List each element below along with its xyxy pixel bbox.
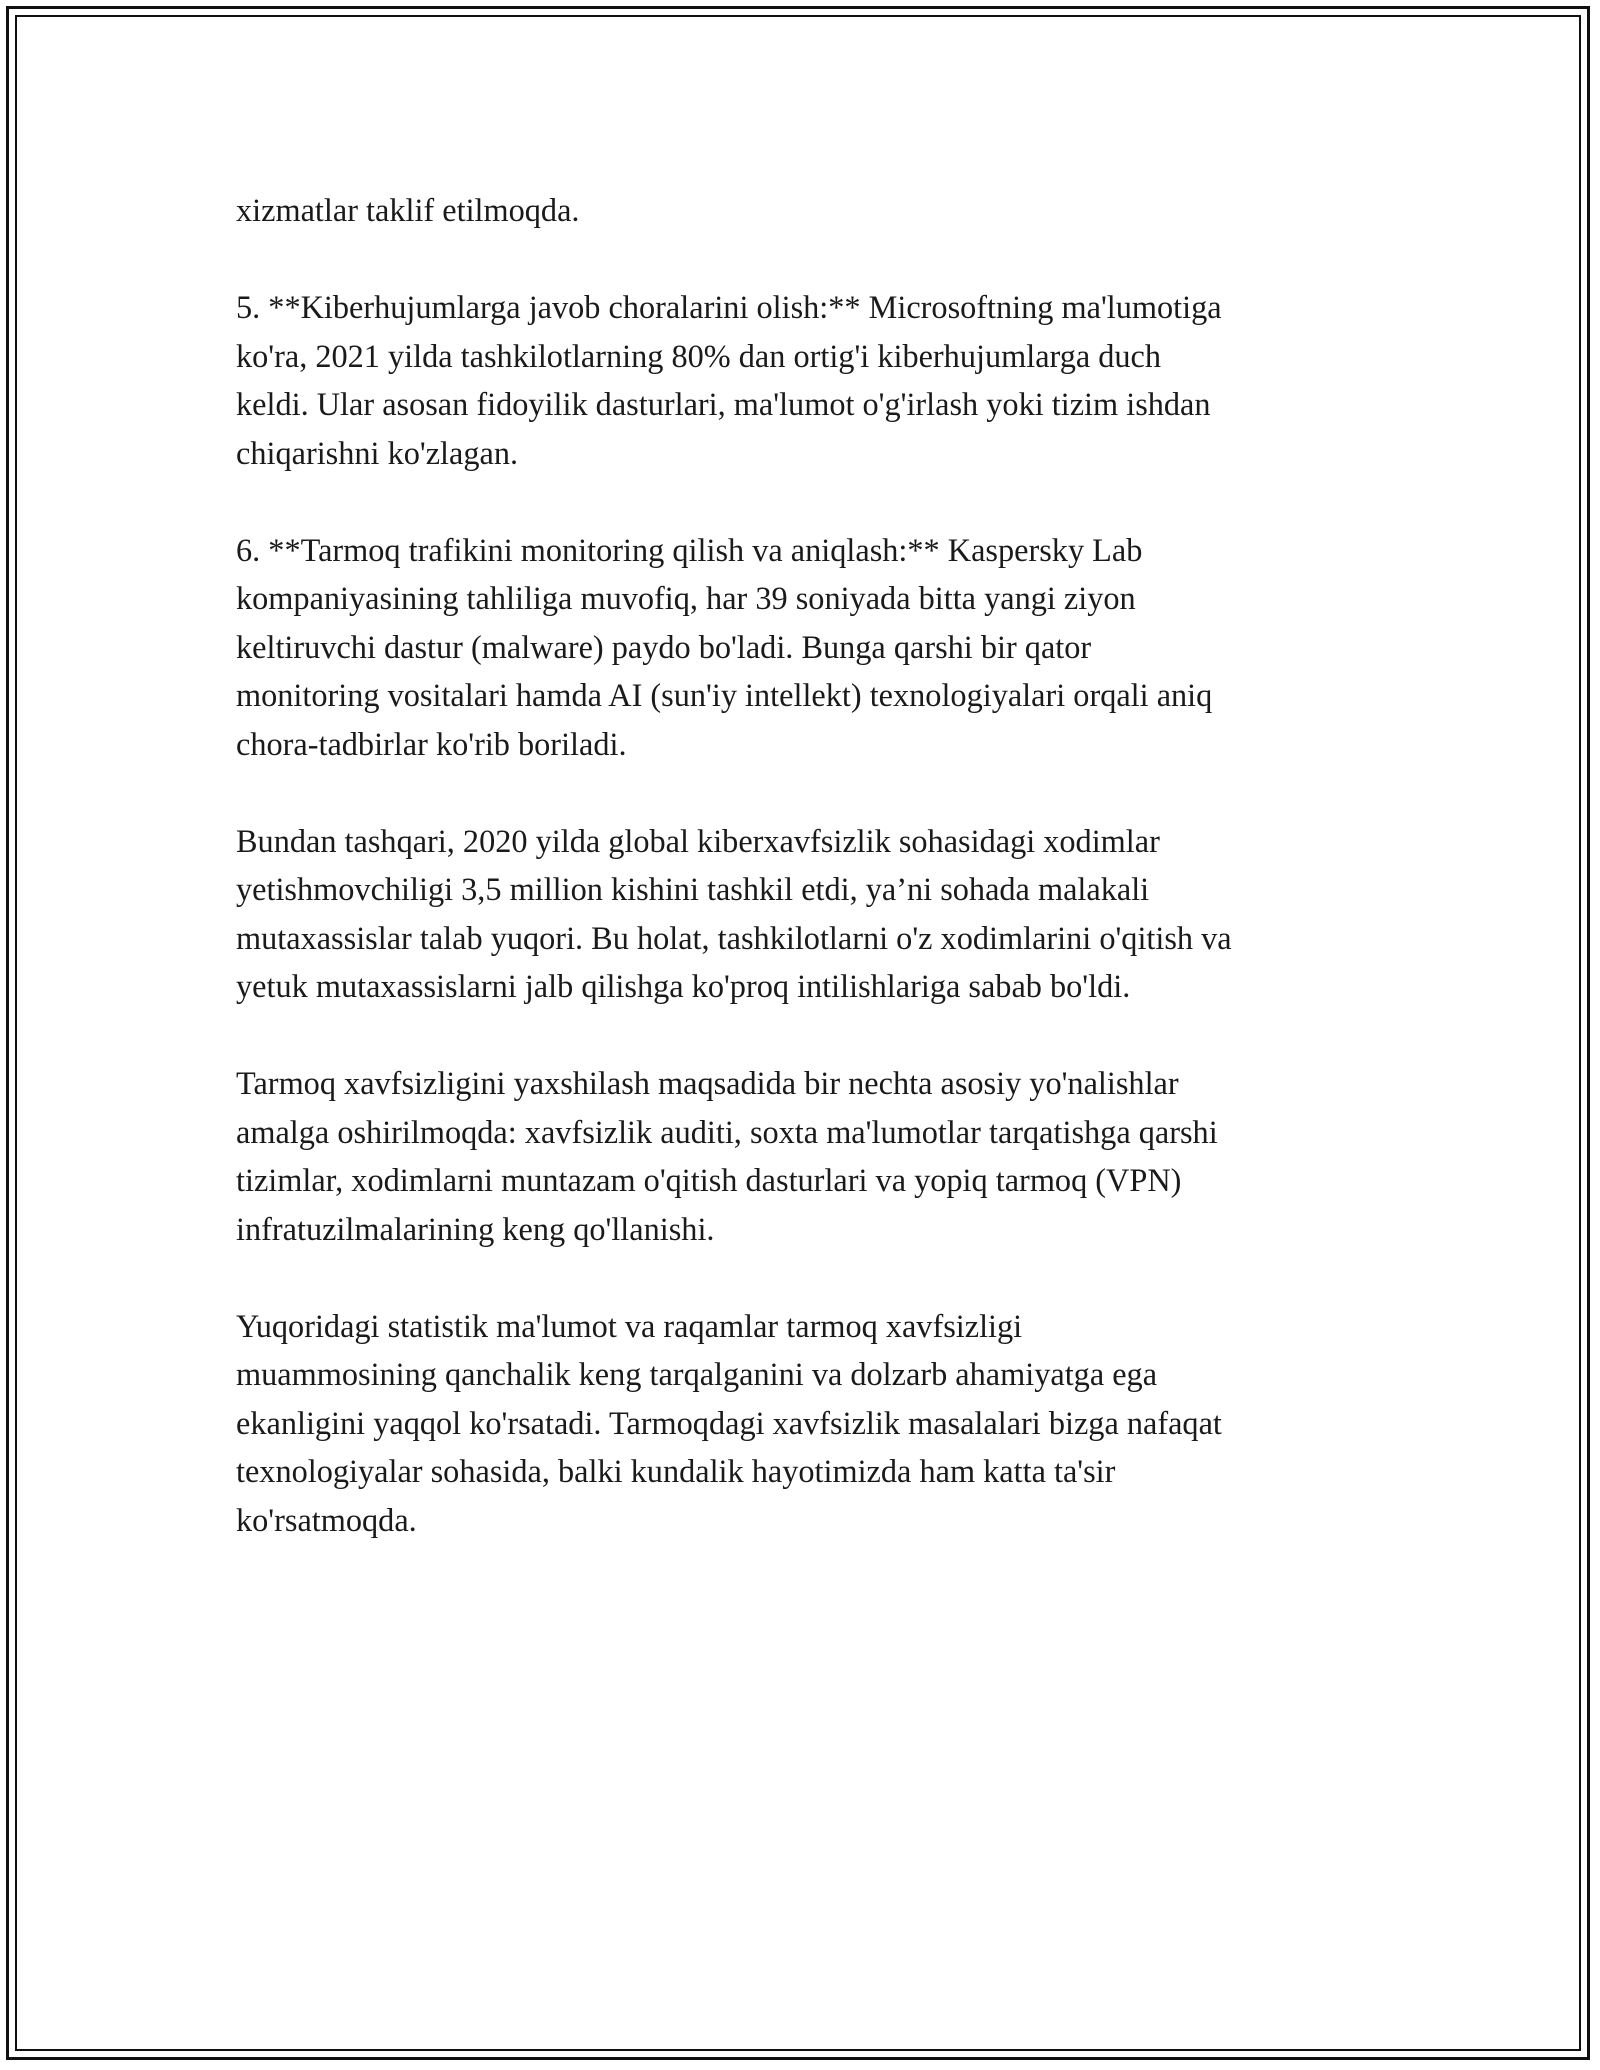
paragraph-workforce-shortage: Bundan tashqari, 2020 yilda global kiberxavfsizlik sohasidagi xodimlar yetishmovchiligi 3,5 million kishini tashkil etdi, ya’ni sohada malakali mutaxassislar talab yuqori. Bu holat, tashkilotlarni o'z xodimlarini o'qitish va yetuk mutaxassislarni jalb qilishga ko'proq intilishlariga sabab bo'ldi. <box>236 822 1232 1004</box>
paragraph-security-directions: Tarmoq xavfsizligini yaxshilash maqsadida bir nechta asosiy yo'nalishlar amalga oshirilmoqda: xavfsizlik auditi, soxta ma'lumotlar tarqatishga qarshi tizimlar, xodimlarni muntazam o'qitish dasturlari va yopiq tarmoq (VPN) infratuzilmalarining keng qo'llanishi. <box>236 1065 1218 1247</box>
paragraph-conclusion: Yuqoridagi statistik ma'lumot va raqamlar tarmoq xavfsizligi muammosining qanchalik keng tarqalganini va dolzarb ahamiyatga ega ekanligini yaqqol ko'rsatadi. Tarmoqdagi xavfsizlik masalalari bizga nafaqat texnologiyalar sohasida, balki kundalik hayotimizda ham katta ta'sir ko'rsatmoqda. <box>236 1307 1222 1538</box>
paragraph-continuation: xizmatlar taklif etilmoqda. <box>236 192 580 228</box>
paragraph-item-5: 5. **Kiberhujumlarga javob choralarini olish:** Microsoftning ma'lumotiga ko'ra, 2021 yilda tashkilotlarning 80% dan ortig'i kiberhujumlarga duch keldi. Ular asosan fidoyilik dasturlari, ma'lumot o'g'irlash yoki tizim ishdan chiqarishni ko'zlagan. <box>236 289 1222 471</box>
paragraph-item-6: 6. **Tarmoq trafikini monitoring qilish va aniqlash:** Kaspersky Lab kompaniyasining tahliliga muvofiq, har 39 soniyada bitta yangi ziyon keltiruvchi dastur (malware) paydo bo'ladi. Bunga qarshi bir qator monitoring vositalari hamda AI (sun'iy intellekt) texnologiyalari orqali aniq chora-tadbirlar ko'rib boriladi. <box>236 531 1213 762</box>
document-body <box>236 186 1376 1593</box>
